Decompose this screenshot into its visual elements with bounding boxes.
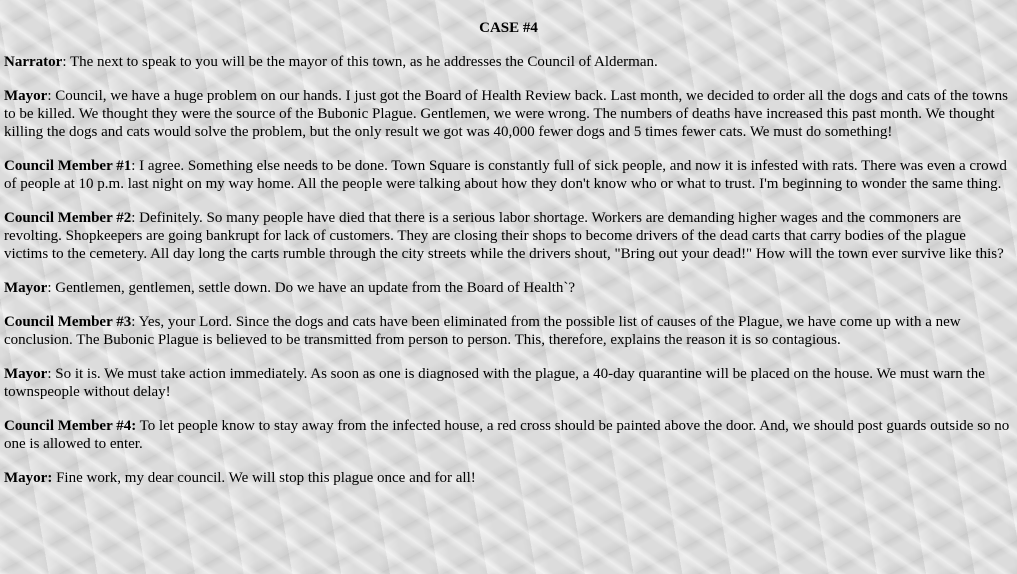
- speaker-separator: :: [47, 88, 52, 104]
- dialogue-line-council-member-4: [4, 417, 1013, 453]
- dialogue-text: The next to speak to you will be the mayor of this town, as he addresses the Council of Alderman.: [66, 54, 658, 70]
- speaker-name: Council Member #3: [4, 314, 132, 330]
- speaker-name: Narrator: [4, 54, 63, 70]
- speaker-separator: :: [131, 210, 136, 226]
- dialogue-line-mayor: [4, 279, 1013, 297]
- case-title: CASE #4: [479, 20, 538, 36]
- speaker-name: Mayor:: [4, 470, 53, 486]
- dialogue-line-mayor: [4, 87, 1013, 141]
- speaker-name: Council Member #2: [4, 210, 132, 226]
- speaker-separator: :: [47, 366, 52, 382]
- dialogue-line-mayor: [4, 365, 1013, 401]
- dialogue-line-council-member-2: [4, 209, 1013, 263]
- dialogue-text: To let people know to stay away from the infected house, a red cross should be painted above the door. And, we should post guards outside so no one is allowed to enter.: [4, 418, 1010, 452]
- dialogue-text: I agree. Something else needs to be done. Town Square is constantly full of sick people, and now it is infested with rats. There was even a crowd of people at 10 p.m. last night on my way home. All the people were talking about how they don't know who or what to trust. I'm beginning to wonder the same thing.: [4, 158, 1007, 192]
- speaker-name: Mayor: [4, 88, 48, 104]
- speaker-name: Mayor: [4, 280, 48, 296]
- dialogue-line-narrator: [4, 53, 1013, 71]
- dialogue-text: Fine work, my dear council. We will stop this plague once and for all!: [52, 470, 476, 486]
- speaker-separator: :: [47, 280, 52, 296]
- dialogue-text: Gentlemen, gentlemen, settle down. Do we have an update from the Board of Health`?: [51, 280, 576, 296]
- speaker-separator: :: [62, 54, 67, 70]
- speaker-separator: :: [131, 314, 136, 330]
- speaker-name: Council Member #4:: [4, 418, 137, 434]
- dialogue-line-council-member-3: [4, 313, 1013, 349]
- dialogue-line-mayor: [4, 469, 1013, 487]
- dialogue-text: Yes, your Lord. Since the dogs and cats have been eliminated from the possible list of causes of the Plague, we have come up with a new conclusion. The Bubonic Plague is believed to be transmitted from person to person. This, therefore, explains the reason it is so contagious.: [4, 314, 961, 348]
- dialogue-text: So it is. We must take action immediately. As soon as one is diagnosed with the plague, a 40-day quarantine will be placed on the house. We must warn the townspeople without delay!: [4, 366, 985, 400]
- dialogue-line-council-member-1: [4, 157, 1013, 193]
- speaker-separator: :: [131, 158, 136, 174]
- speaker-name: Mayor: [4, 366, 48, 382]
- dialogue-text: Definitely. So many people have died that there is a serious labor shortage. Workers are demanding higher wages and the commoners are revolting. Shopkeepers are going bankrupt for lack of customers. They are closing their shops to become drivers of the dead carts that carry bodies of the plague victims to the cemetery. All day long the carts rumble through the city streets while the drivers shout, "Bring out your dead!" How will the town ever survive like this?: [4, 210, 1004, 262]
- dialogue-text: Council, we have a huge problem on our hands. I just got the Board of Health Review back. Last month, we decided to order all the dogs and cats of the towns to be killed. We thought they were the source of the Bubonic Plague. Gentlemen, we were wrong. The numbers of deaths have increased this past month. We thought killing the dogs and cats would solve the problem, but the only result we got was 40,000 fewer dogs and 5 times fewer cats. We must do something!: [4, 88, 1008, 140]
- speaker-name: Council Member #1: [4, 158, 132, 174]
